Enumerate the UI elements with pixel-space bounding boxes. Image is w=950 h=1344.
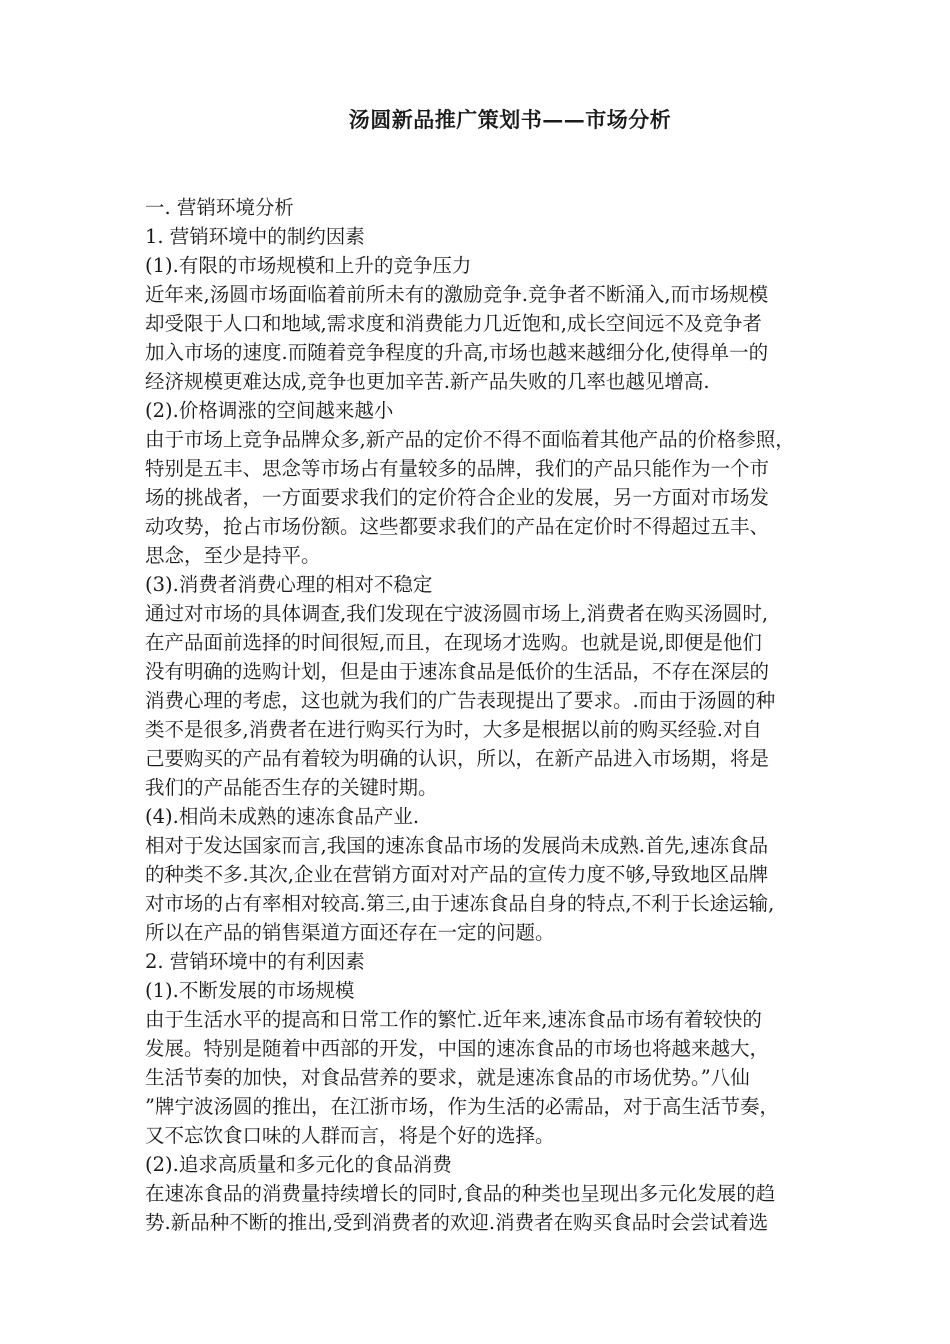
text-line: 消费心理的考虑，这也就为我们的广告表现提出了要求。.而由于汤圆的种 xyxy=(145,689,776,712)
text-line: 所以在产品的销售渠道方面还存在一定的问题。 xyxy=(145,921,555,944)
text-line: 对市场的占有率相对较高.第三,由于速冻食品自身的特点,不利于长途运输, xyxy=(145,892,775,915)
text-line: 在产品面前选择的时间很短,而且，在现场才选购。也就是说,即便是他们 xyxy=(145,631,762,654)
text-line: 思念，至少是持平。 xyxy=(145,544,321,567)
text-line: 由于生活水平的提高和日常工作的繁忙.近年来,速冻食品市场有着较快的 xyxy=(145,1008,762,1031)
text-line: (4).相尚未成熟的速冻食品产业. xyxy=(145,805,420,828)
text-line: 近年来,汤圆市场面临着前所未有的激励竞争.竞争者不断涌入,而市场规模 xyxy=(145,283,769,306)
text-line: (2).价格调涨的空间越来越小 xyxy=(145,399,394,422)
text-line: (2).追求高质量和多元化的食品消费 xyxy=(145,1153,452,1176)
text-line: 在速冻食品的消费量持续增长的同时,食品的种类也呈现出多元化发展的趋 xyxy=(145,1182,776,1205)
text-line: 的种类不多.其次,企业在营销方面对对产品的宣传力度不够,导致地区品牌 xyxy=(145,863,769,886)
text-line: 加入市场的速度.而随着竞争程度的升高,市场也越来越细分化,使得单一的 xyxy=(145,341,769,364)
text-line: 生活节奏的加快，对食品营养的要求，就是速冻食品的市场优势。”八仙 xyxy=(145,1066,750,1089)
text-line: 己要购买的产品有着较为明确的认识，所以，在新产品进入市场期，将是 xyxy=(145,747,770,770)
text-line: 类不是很多,消费者在进行购买行为时，大多是根据以前的购买经验.对自 xyxy=(145,718,762,741)
text-line: 一. 营销环境分析 xyxy=(145,196,294,219)
text-line: (1).有限的市场规模和上升的竞争压力 xyxy=(145,254,472,277)
text-line: 由于市场上竞争品牌众多,新产品的定价不得不面临着其他产品的价格参照， xyxy=(145,428,795,451)
text-line: 没有明确的选购计划，但是由于速冻食品是低价的生活品，不存在深层的 xyxy=(145,660,770,683)
text-line: 场的挑战者，一方面要求我们的定价符合企业的发展，另一方面对市场发 xyxy=(145,486,770,509)
text-line: 相对于发达国家而言,我国的速冻食品市场的发展尚未成熟.首先,速冻食品 xyxy=(145,834,769,857)
text-line: 动攻势，抢占市场份额。这些都要求我们的产品在定价时不得超过五丰、 xyxy=(145,515,770,538)
text-line: 特别是五丰、思念等市场占有量较多的品牌，我们的产品只能作为一个市 xyxy=(145,457,770,480)
text-line: 1. 营销环境中的制约因素 xyxy=(145,225,365,248)
text-line: 我们的产品能否生存的关键时期。 xyxy=(145,776,438,799)
text-line: (3).消费者消费心理的相对不稳定 xyxy=(145,573,433,596)
text-line: 势.新品种不断的推出,受到消费者的欢迎.消费者在购买食品时会尝试着选 xyxy=(145,1211,769,1234)
text-line: 又不忘饮食口味的人群而言，将是个好的选择。 xyxy=(145,1124,555,1147)
text-line: 经济规模更难达成,竞争也更加辛苦.新产品失败的几率也越见增高. xyxy=(145,370,710,393)
text-line: 发展。特别是随着中西部的开发，中国的速冻食品的市场也将越来越大， xyxy=(145,1037,770,1060)
text-line: 却受限于人口和地域,需求度和消费能力几近饱和,成长空间远不及竞争者 xyxy=(145,312,762,335)
text-line: 2. 营销环境中的有利因素 xyxy=(145,950,365,973)
text-line: (1).不断发展的市场规模 xyxy=(145,979,355,1002)
text-line: 通过对市场的具体调查,我们发现在宁波汤圆市场上,消费者在购买汤圆时, xyxy=(145,602,769,625)
text-line: ”牌宁波汤圆的推出，在江浙市场，作为生活的必需品，对于高生活节奏， xyxy=(145,1095,779,1118)
document-title: 汤圆新品推广策划书——市场分析 xyxy=(348,107,672,132)
document-body xyxy=(145,193,885,1237)
